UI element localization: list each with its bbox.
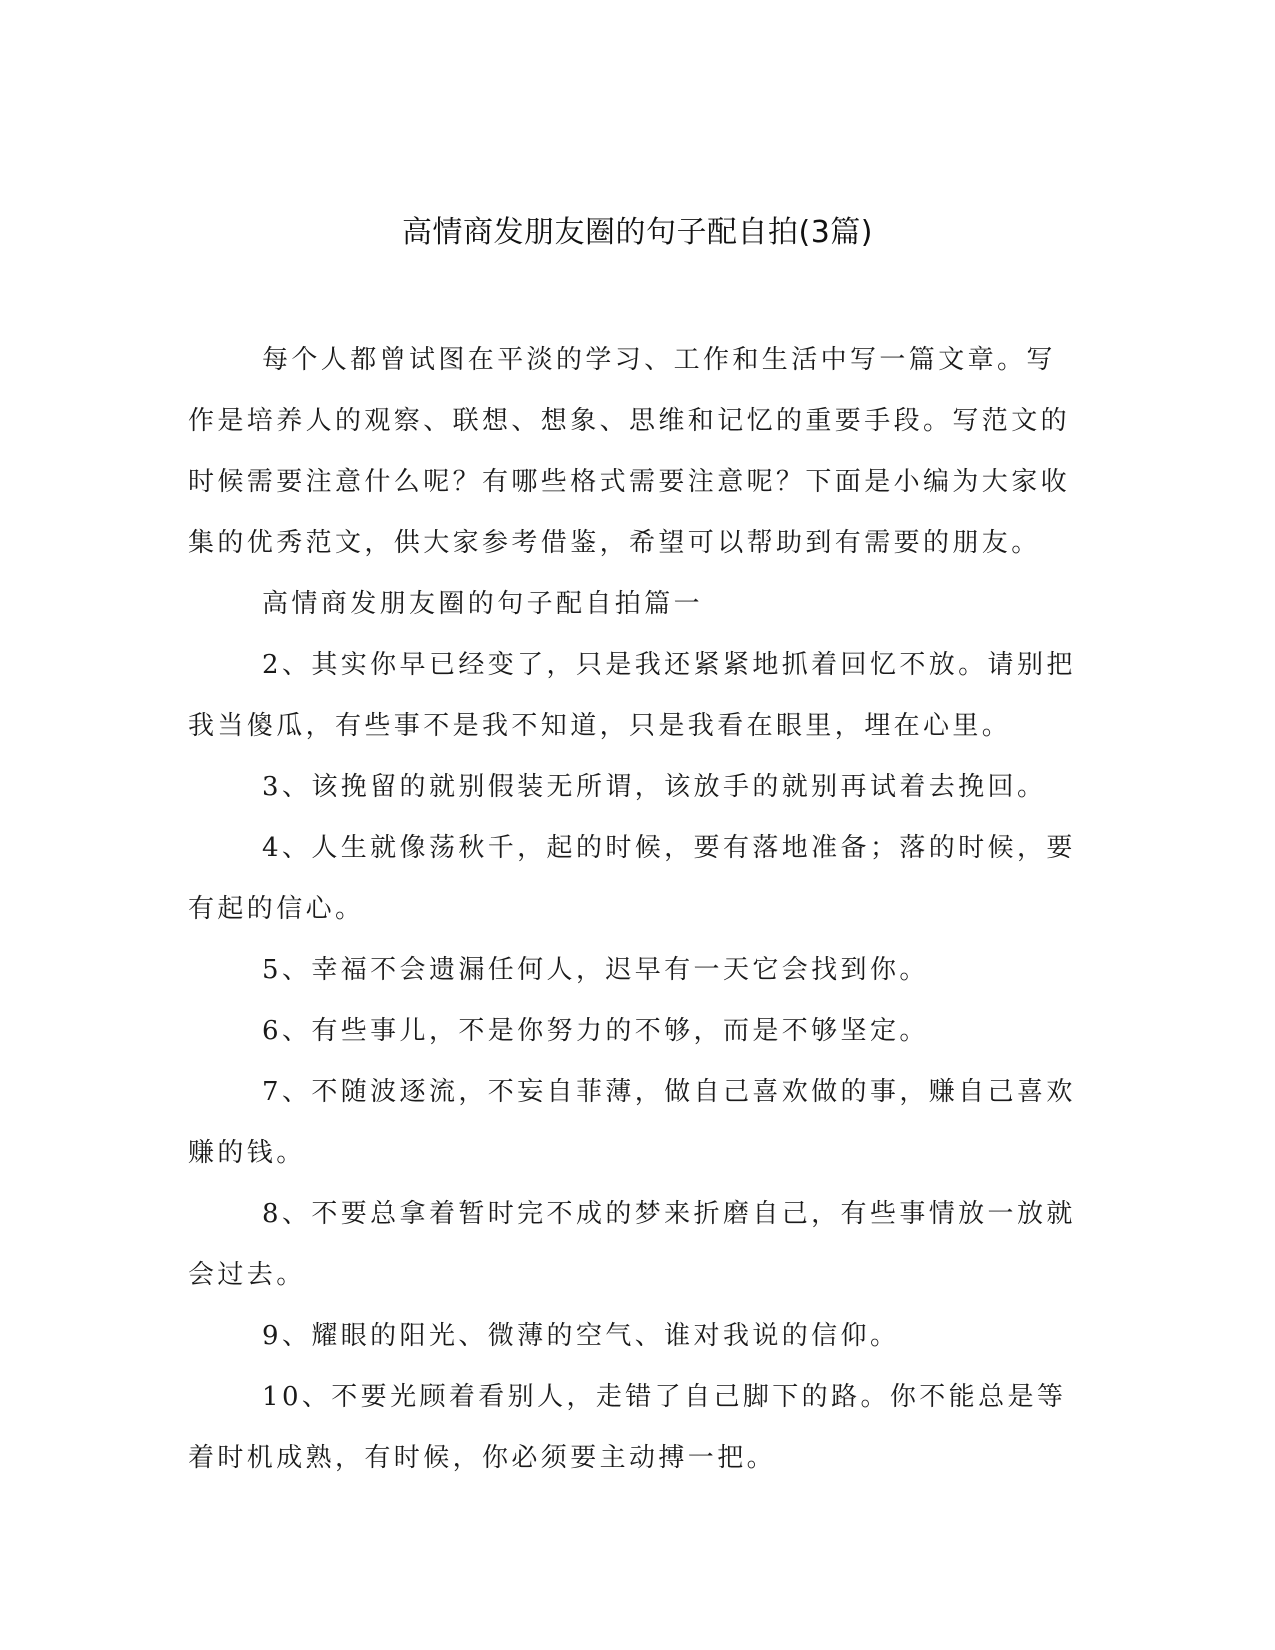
list-item: 6、有些事儿，不是你努力的不够，而是不够坚定。 bbox=[262, 1016, 929, 1046]
list-item: 7、不随波逐流，不妄自菲薄，做自己喜欢做的事，赚自己喜欢赚的钱。 bbox=[188, 1077, 1076, 1168]
document-body bbox=[188, 330, 1083, 1489]
list-item: 3、该挽留的就别假装无所谓，该放手的就别再试着去挽回。 bbox=[262, 772, 1047, 802]
list-item: 4、人生就像荡秋千，起的时候，要有落地准备；落的时候，要有起的信心。 bbox=[188, 833, 1076, 924]
section-heading: 高情商发朋友圈的句子配自拍篇一 bbox=[262, 589, 704, 619]
list-item: 8、不要总拿着暂时完不成的梦来折磨自己，有些事情放一放就会过去。 bbox=[188, 1199, 1076, 1290]
intro-paragraph: 每个人都曾试图在平淡的学习、工作和生活中写一篇文章。写作是培养人的观察、联想、想象、思维和记忆的重要手段。写范文的时候需要注意什么呢？有哪些格式需要注意呢？下面是小编为大家收集的优秀范文，供大家参考借鉴，希望可以帮助到有需要的朋友。 bbox=[188, 345, 1071, 558]
list-item: 2、其实你早已经变了，只是我还紧紧地抓着回忆不放。请别把我当傻瓜，有些事不是我不知道，只是我看在眼里，埋在心里。 bbox=[188, 650, 1076, 741]
list-item: 5、幸福不会遗漏任何人，迟早有一天它会找到你。 bbox=[262, 955, 929, 985]
list-item: 10、不要光顾着看别人，走错了自己脚下的路。你不能总是等着时机成熟，有时候，你必须要主动搏一把。 bbox=[188, 1382, 1067, 1473]
list-item: 9、耀眼的阳光、微薄的空气、谁对我说的信仰。 bbox=[262, 1321, 900, 1351]
document-title: 高情商发朋友圈的句子配自拍(3篇) bbox=[402, 215, 873, 250]
